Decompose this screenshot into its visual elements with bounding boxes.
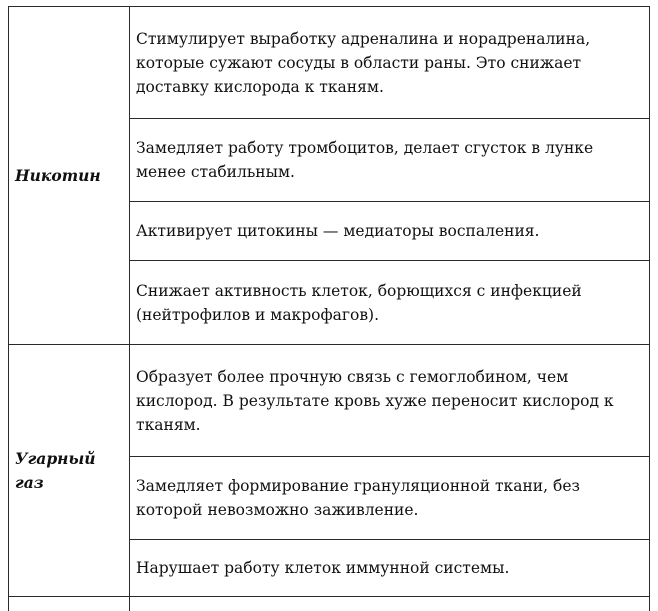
effect-cell-partial: [130, 597, 650, 611]
substance-cell-carbon-monoxide: Угарный газ: [9, 345, 130, 597]
effect-cell: Стимулирует выработку адреналина и норадреналина, которые сужают сосуды в области раны. Это снижает доставку кислорода к тканям.: [130, 7, 650, 119]
substance-cell-nicotine: Никотин: [9, 7, 130, 345]
effect-cell: Снижает активность клеток, борющихся с инфекцией (нейтрофилов и макрофагов).: [130, 261, 650, 345]
substance-cell-partial: [9, 597, 130, 611]
table-row: [9, 7, 650, 119]
table-row: [9, 345, 650, 457]
effect-cell: Замедляет работу тромбоцитов, делает сгусток в лунке менее стабильным.: [130, 119, 650, 202]
table-row-partial: [9, 597, 650, 611]
effect-cell: Активирует цитокины — медиаторы воспаления.: [130, 202, 650, 261]
effect-cell: Нарушает работу клеток иммунной системы.: [130, 540, 650, 597]
effects-table: [8, 6, 650, 611]
effect-cell: Замедляет формирование грануляционной ткани, без которой невозможно заживление.: [130, 457, 650, 540]
effect-cell: Образует более прочную связь с гемоглобином, чем кислород. В результате кровь хуже переносит кислород к тканям.: [130, 345, 650, 457]
